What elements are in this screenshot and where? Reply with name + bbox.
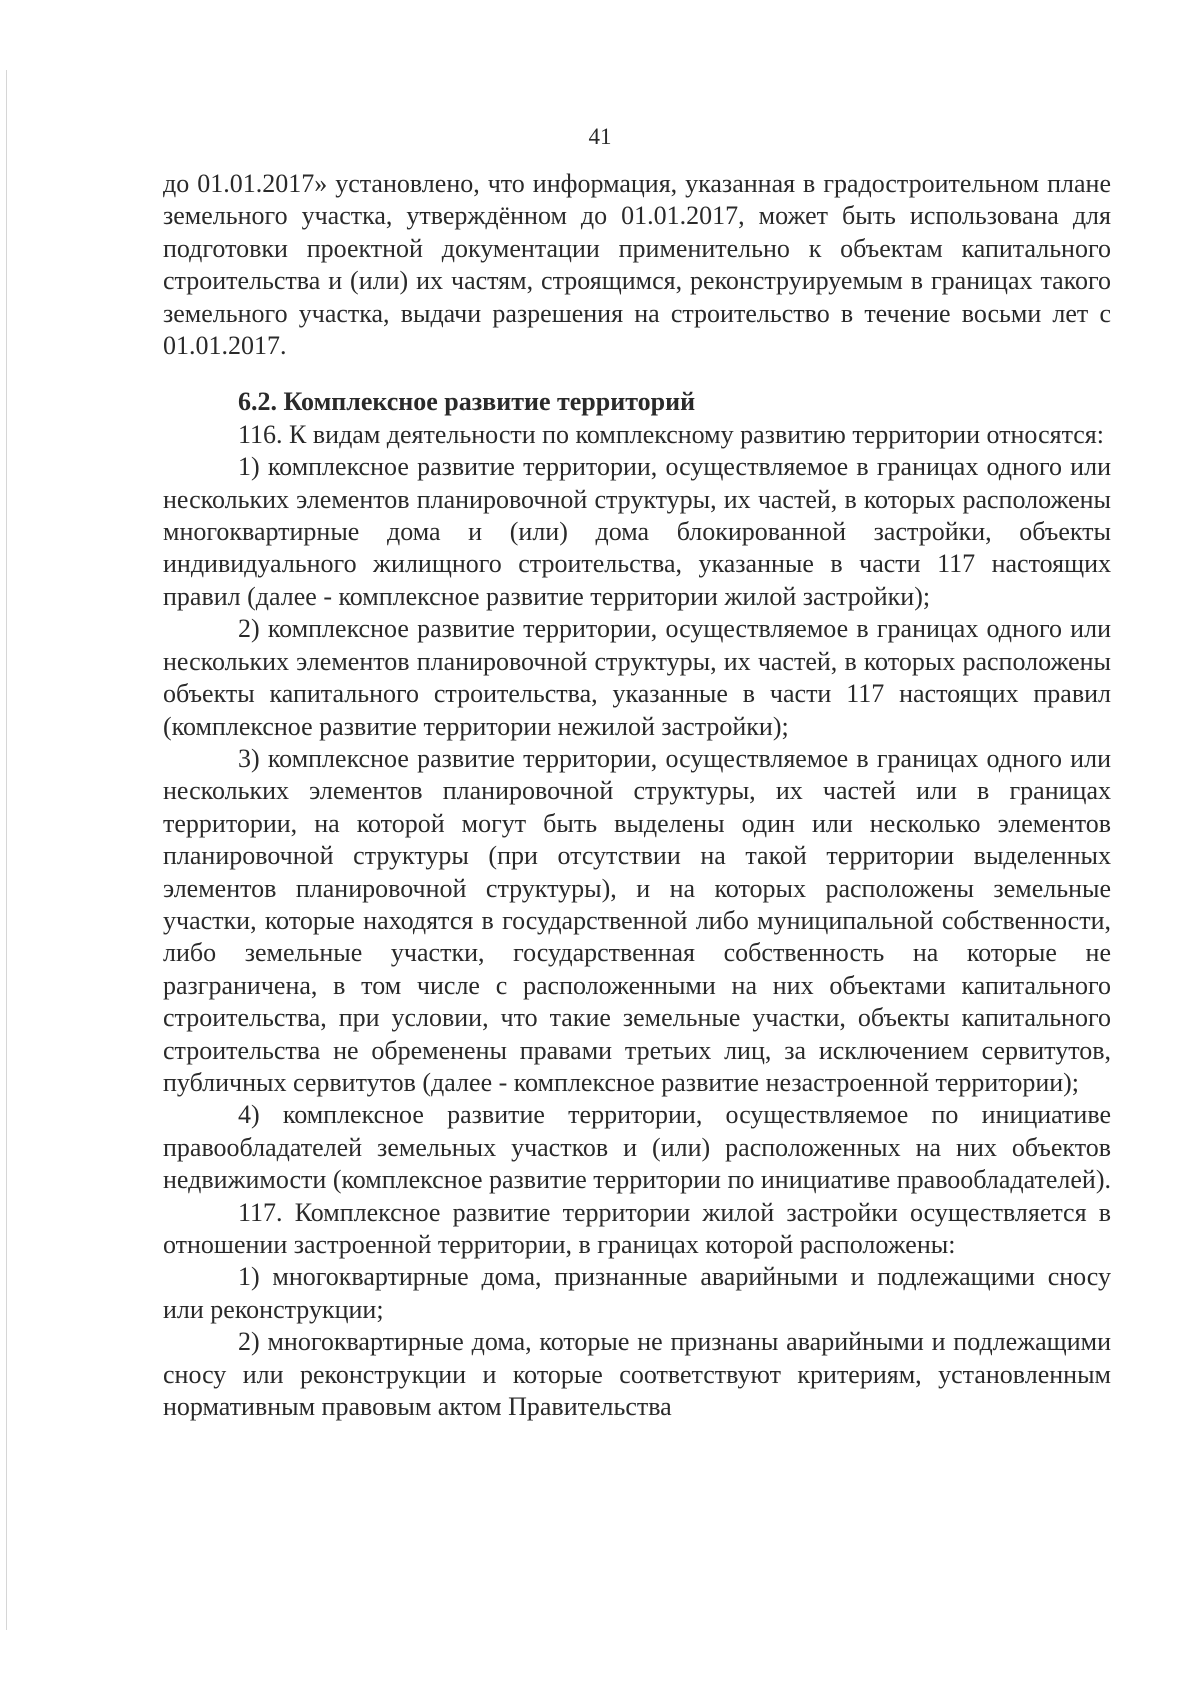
list-item-117-1: 1) многоквартирные дома, признанные аварийными и подлежащими сносу или реконструкции; [163, 1262, 1111, 1324]
paragraph-117: 117. Комплексное развитие территории жилой застройки осуществляется в отношении застроенной территории, в границах которой расположены: [163, 1197, 1111, 1259]
intro-paragraph: до 01.01.2017» установлено, что информация, указанная в градостроительном плане земельного участка, утверждённом до 01.01.2017, может быть использована для подготовки проектной документации применительно к объектам капитального строительства и (или) их частям, строящимся, реконструируемым в границах такого земельного участка, выдачи разрешения на строительство в течение восьми лет с 01.01.2017. [163, 169, 1111, 361]
list-item-1: 1) комплексное развитие территории, осуществляемое в границах одного или нескольких элементов планировочной структуры, их частей, в которых расположены многоквартирные дома и (или) дома блокированной застройки, объекты индивидуального жилищного строительства, указанные в части 117 настоящих правил (далее - комплексное развитие территории жилой застройки); [163, 452, 1111, 611]
list-item-3: 3) комплексное развитие территории, осуществляемое в границах одного или нескольких элементов планировочной структуры, их частей или в границах территории, на которой могут быть выделены один или несколько элементов планировочной структуры (при отсутствии на такой территории выделенных элементов планировочной структуры), и на которых расположены земельные участки, которые находятся в государственной либо муниципальной собственности, либо земельные участки, государственная собственность на которые не разграничена, в том числе с расположенными на них объектами капитального строительства, при условии, что такие земельные участки, объекты капитального строительства не обременены правами третьих лиц, за исключением сервитутов, публичных сервитутов (далее - комплексное развитие незастроенной территории); [163, 743, 1111, 1097]
paragraph-116: 116. К видам деятельности по комплексному развитию территории относятся: [238, 419, 1104, 449]
list-item-117-2: 2) многоквартирные дома, которые не признаны аварийными и подлежащими сносу или реконструкции и которые соответствуют критериям, установленным нормативным правовым актом Правительства [163, 1327, 1111, 1422]
page-number: 41 [588, 124, 612, 149]
document-body [163, 168, 1111, 1423]
list-item-2: 2) комплексное развитие территории, осуществляемое в границах одного или нескольких элементов планировочной структуры, их частей, в которых расположены объекты капитального строительства, указанные в части 117 настоящих правил (комплексное развитие территории нежилой застройки); [163, 614, 1111, 741]
page-edge [6, 70, 7, 1630]
section-heading: 6.2. Комплексное развитие территорий [238, 387, 696, 417]
list-item-4: 4) комплексное развитие территории, осуществляемое по инициативе правообладателей земельных участков и (или) расположенных на них объектов недвижимости (комплексное развитие территории по инициативе правообладателей). [163, 1100, 1111, 1195]
